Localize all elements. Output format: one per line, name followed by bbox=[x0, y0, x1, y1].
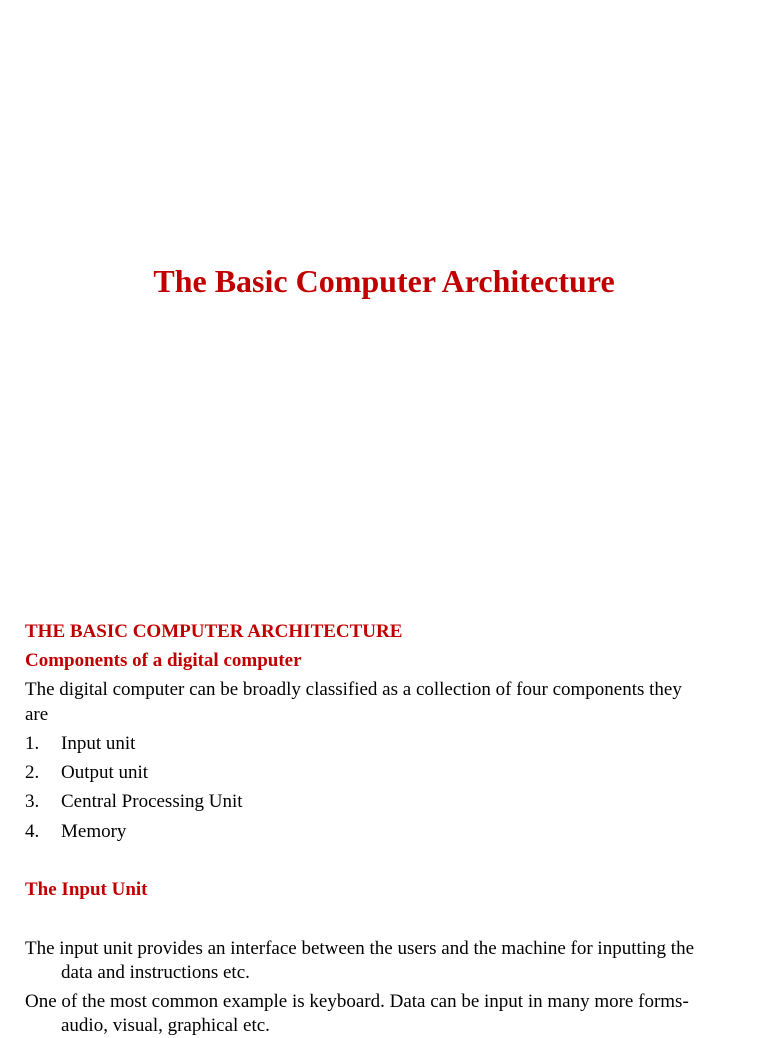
list-number: 1. bbox=[25, 733, 40, 754]
input-unit-heading: The Input Unit bbox=[25, 879, 148, 900]
list-item bbox=[25, 761, 148, 785]
list-number: 2. bbox=[25, 762, 40, 783]
intro-paragraph-line: are bbox=[25, 704, 49, 725]
section-heading: THE BASIC COMPUTER ARCHITECTURE bbox=[25, 621, 403, 642]
list-item bbox=[25, 790, 243, 814]
list-item bbox=[25, 820, 126, 844]
list-label: Input unit bbox=[61, 733, 136, 754]
list-item bbox=[25, 732, 135, 756]
list-number: 3. bbox=[25, 791, 40, 812]
intro-paragraph-line: The digital computer can be broadly classified as a collection of four components they bbox=[25, 679, 682, 700]
list-label: Memory bbox=[61, 821, 127, 842]
list-number: 4. bbox=[25, 821, 40, 842]
input-unit-paragraph-line: audio, visual, graphical etc. bbox=[61, 1015, 270, 1036]
input-unit-paragraph-line: One of the most common example is keyboard. Data can be input in many more forms- bbox=[25, 991, 689, 1012]
list-label: Central Processing Unit bbox=[61, 791, 243, 812]
list-label: Output unit bbox=[61, 762, 149, 783]
sub-heading: Components of a digital computer bbox=[25, 650, 302, 671]
input-unit-paragraph-line: data and instructions etc. bbox=[61, 962, 250, 983]
page-title: The Basic Computer Architecture bbox=[153, 263, 615, 299]
input-unit-paragraph-line: The input unit provides an interface between the users and the machine for inputting the bbox=[25, 938, 695, 959]
